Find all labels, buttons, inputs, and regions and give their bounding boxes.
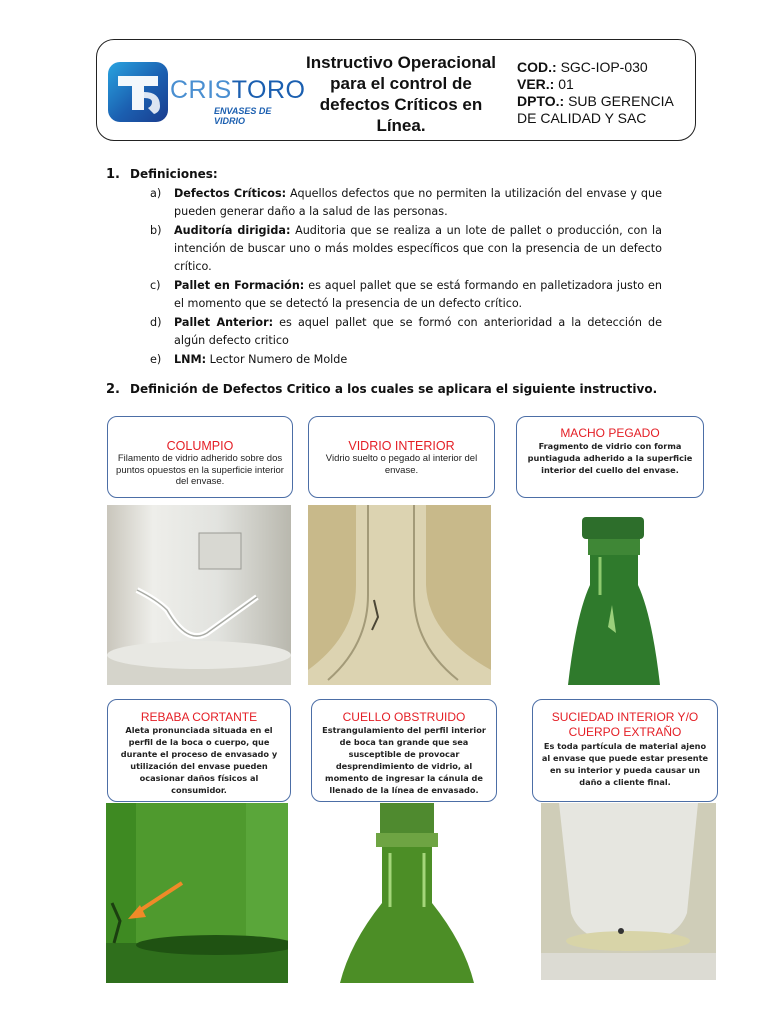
- defect-card-cuello-obstruido: [311, 699, 497, 802]
- cod-line: COD.: SGC-IOP-030: [517, 59, 648, 75]
- logo-mark-icon: [108, 62, 168, 122]
- dpto-line: DPTO.: SUB GERENCIA DE CALIDAD Y SAC: [517, 93, 674, 126]
- definitions-list: [150, 185, 662, 370]
- photo-columpio: [107, 505, 291, 685]
- definition-item: d) Pallet Anterior: es aquel pallet que se formó con anterioridad a la detección de algún defecto critico: [150, 316, 662, 347]
- defect-description: Aleta pronunciada situada en el perfil de la boca o cuerpo, que durante el proceso de envasado y utilización del envase pueden ocasionar daños físicos al consumidor.: [120, 725, 278, 795]
- defect-card-rebaba-cortante: [107, 699, 291, 802]
- photo-rebaba-cortante: [106, 803, 288, 983]
- logo-tagline: ENVASES DE VIDRIO: [214, 106, 272, 126]
- photo-macho-pegado: [516, 505, 704, 685]
- defect-title: COLUMPIO: [166, 439, 234, 453]
- definition-item: e) LNM: Lector Numero de Molde: [150, 353, 348, 366]
- company-logo: [108, 62, 306, 126]
- defect-title: MACHO PEGADO: [560, 426, 660, 440]
- document-meta: [517, 59, 692, 127]
- defect-description: Fragmento de vidrio con forma puntiaguda adherido a la superficie interior del cuello del envase.: [527, 441, 693, 475]
- defect-title: CUELLO OBSTRUIDO: [342, 710, 466, 724]
- definition-item: c) Pallet en Formación: es aquel pallet que se está formando en palletizadora justo en el momento que se detectó la presencia de un defecto crítico.: [150, 279, 662, 310]
- defect-description: Filamento de vidrio adherido sobre dos puntos opuestos en la superficie interior del envase.: [116, 453, 284, 487]
- defect-description: Estrangulamiento del perfil interior de boca tan grande que sea susceptible de provocar desprendimiento de vidrio, al momento de ingresar la cánula de llenado de la línea de envasado.: [322, 725, 486, 795]
- defect-title: REBABA CORTANTE: [140, 710, 258, 724]
- photo-cuello-obstruido: [330, 803, 483, 983]
- defect-title: SUCIEDAD INTERIOR Y/O CUERPO EXTRAÑO: [551, 710, 699, 739]
- defect-card-vidrio-interior: [308, 416, 495, 498]
- defect-description: Vidrio suelto o pegado al interior del envase.: [325, 453, 478, 476]
- defect-description: Es toda partícula de material ajeno al envase que puede estar presente en su interior y pueda causar un daño a cliente final.: [541, 741, 709, 787]
- photo-suciedad-interior: [541, 803, 716, 980]
- ver-line: VER.: 01: [517, 76, 574, 92]
- logo-wordmark: CRISTORO: [170, 76, 306, 104]
- definition-item: b) Auditoría dirigida: Auditoria que se realiza a un lote de pallet o producción, con la intención de buscar uno o más moldes específicos que con la presencia de un defecto crítico.: [150, 224, 662, 273]
- document-title: Instructivo Operacional para el control de defectos Críticos en Línea.: [306, 53, 496, 135]
- photo-vidrio-interior: [308, 505, 491, 685]
- defect-title: VIDRIO INTERIOR: [348, 439, 455, 453]
- section-1-heading: 1. Definiciones:: [106, 167, 218, 182]
- defect-card-macho-pegado: [516, 416, 704, 498]
- section-2-heading: 2. Definición de Defectos Critico a los cuales se aplicara el siguiente instructivo.: [106, 382, 658, 397]
- defect-card-suciedad-interior: [532, 699, 718, 802]
- defect-card-columpio: [107, 416, 293, 498]
- definition-item: a) Defectos Críticos: Aquellos defectos que no permiten la utilización del envase y que pueden generar daño a la salud de las personas.: [150, 187, 662, 218]
